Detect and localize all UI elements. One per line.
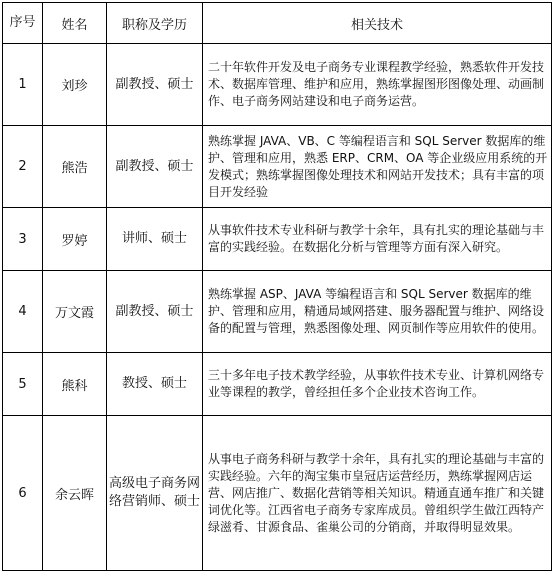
cell-seq: 5 — [3, 353, 43, 416]
cell-seq: 1 — [3, 44, 43, 126]
cell-seq: 4 — [3, 271, 43, 353]
cell-tech: 熟练掌握 JAVA、VB、C 等编程语言和 SQL Server 数据库的维护、管理和应用，熟悉 ERP、CRM、OA 等企业级应用系统的开发模式；熟练掌握图像处理技术和网站开发技术；具有丰富的项目开发经验 — [203, 126, 552, 208]
table-row — [3, 271, 552, 353]
cell-tech: 二十年软件开发及电子商务专业课程教学经验，熟悉软件开发技术、数据库管理、维护和应用，熟练掌握图形图像处理、动画制作、电子商务网站建设和电子商务运营。 — [203, 44, 552, 126]
cell-tech: 三十多年电子技术教学经验，从事软件技术专业、计算机网络专业等课程的教学，曾经担任多个企业技术咨询工作。 — [203, 353, 552, 416]
header-row — [3, 3, 552, 44]
cell-title: 讲师、硕士 — [107, 208, 203, 271]
cell-title: 高级电子商务网络营销师、硕士 — [107, 416, 203, 571]
cell-tech: 从事电子商务科研与教学十余年，具有扎实的理论基础与丰富的实践经验。六年的淘宝集市皇冠店运营经历，熟练掌握网店运营、网店推广、数据化营销等相关知识。精通直通车推广和关键词优化等。江西省电子商务专家库成员。曾组织学生做江西特产绿滋肴、甘源食品、雀巢公司的分销商，并取得明显效果。 — [203, 416, 552, 571]
header-tech: 相关技术 — [203, 3, 552, 44]
cell-name: 余云晖 — [43, 416, 107, 571]
table-row — [3, 126, 552, 208]
cell-name: 熊科 — [43, 353, 107, 416]
cell-seq: 3 — [3, 208, 43, 271]
cell-tech: 熟练掌握 ASP、JAVA 等编程语言和 SQL Server 数据库的维护、管理和应用，精通局域网搭建、服务器配置与维护、网络设备的配置与管理，熟悉图像处理、网页制作等应用软件的使用。 — [203, 271, 552, 353]
cell-name: 万文霞 — [43, 271, 107, 353]
cell-tech: 从事软件技术专业科研与教学十余年，具有扎实的理论基础与丰富的实践经验。在数据化分析与管理等方面有深入研究。 — [203, 208, 552, 271]
header-name: 姓名 — [43, 3, 107, 44]
cell-name: 罗婷 — [43, 208, 107, 271]
cell-seq: 6 — [3, 416, 43, 571]
header-seq: 序号 — [3, 3, 43, 44]
table-row — [3, 416, 552, 571]
cell-seq: 2 — [3, 126, 43, 208]
table-row — [3, 353, 552, 416]
cell-title: 教授、硕士 — [107, 353, 203, 416]
cell-name: 刘珍 — [43, 44, 107, 126]
table-row — [3, 208, 552, 271]
cell-name: 熊浩 — [43, 126, 107, 208]
staff-table — [2, 2, 552, 571]
table-row — [3, 44, 552, 126]
cell-title: 副教授、硕士 — [107, 271, 203, 353]
header-title: 职称及学历 — [107, 3, 203, 44]
cell-title: 副教授、硕士 — [107, 44, 203, 126]
cell-title: 副教授、硕士 — [107, 126, 203, 208]
